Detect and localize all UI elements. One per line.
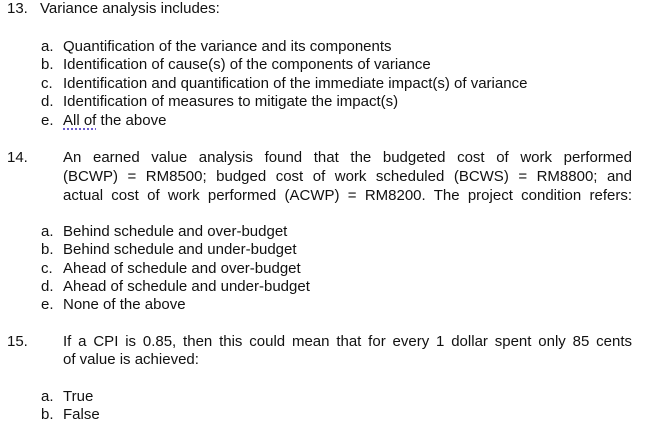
option-text: Quantification of the variance and its components <box>63 38 392 55</box>
option-text: Ahead of schedule and under-budget <box>63 278 310 295</box>
question-text: Variance analysis includes: <box>40 0 220 17</box>
option-letter: a. <box>41 223 54 240</box>
option-text: True <box>63 388 94 405</box>
option-letter: e. <box>41 112 54 129</box>
question-text-line <box>63 333 632 351</box>
option-text-rest: the above <box>96 112 167 129</box>
option-letter: d. <box>41 278 54 295</box>
grammar-flagged-text: All of <box>63 112 97 129</box>
option-letter: d. <box>41 93 54 110</box>
option-text: Behind schedule and under-budget <box>63 241 297 258</box>
question-text-line-content: An earned value analysis found that the budgeted cost of work performed <box>63 149 632 166</box>
option-text: False <box>63 406 100 423</box>
question-text-line-content: actual cost of work performed (ACWP) = RM8200. The project condition refers: <box>63 187 632 204</box>
option-text: Behind schedule and over-budget <box>63 223 288 240</box>
question-text-line: of value is achieved: <box>63 351 199 368</box>
option-letter: c. <box>41 75 53 92</box>
option-letter: b. <box>41 241 54 258</box>
option-letter: c. <box>41 260 53 277</box>
option-letter: b. <box>41 56 54 73</box>
option-text: Ahead of schedule and over-budget <box>63 260 301 277</box>
option-text: None of the above <box>63 296 186 313</box>
question-number: 13. <box>7 0 28 17</box>
option-letter: e. <box>41 296 54 313</box>
question-number: 15. <box>7 333 28 350</box>
question-text-line <box>63 187 632 205</box>
option-letter: a. <box>41 38 54 55</box>
question-number: 14. <box>7 149 28 166</box>
option-text <box>63 112 166 130</box>
question-text-line-content: (BCWP) = RM8500; budged cost of work scheduled (BCWS) = RM8800; and <box>63 168 632 185</box>
option-text: Identification of cause(s) of the components of variance <box>63 56 431 73</box>
option-letter: a. <box>41 388 54 405</box>
option-text: Identification and quantification of the immediate impact(s) of variance <box>63 75 528 92</box>
question-text-line-content: If a CPI is 0.85, then this could mean that for every 1 dollar spent only 85 cents <box>63 333 632 350</box>
option-text: Identification of measures to mitigate the impact(s) <box>63 93 399 110</box>
question-text-line <box>63 149 632 167</box>
option-letter: b. <box>41 406 54 423</box>
question-text-line <box>63 168 632 186</box>
